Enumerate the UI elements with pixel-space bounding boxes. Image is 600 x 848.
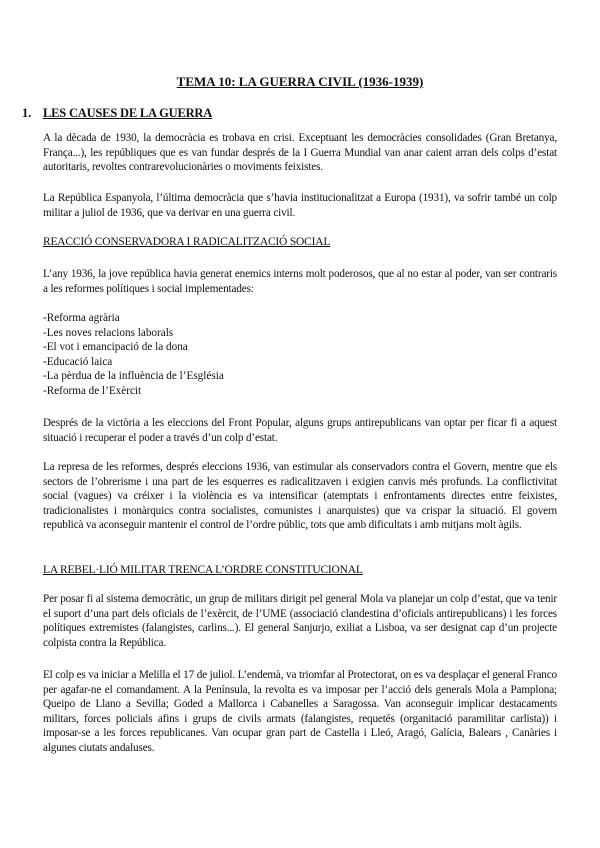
- paragraph-front-popular: Després de la victòria a les eleccions del Front Popular, alguns grups antirepublicans van optar per ficar fi a aquest situació i recuperar el poder a través d’un colp d’estat.: [43, 417, 557, 444]
- paragraph-coup-plan: Per posar fi al sistema democràtic, un grup de militars dirigit pel general Mola va planejar un colp d’estat, que va tenir el suport d’una part dels oficials de l’exèrcit, de l’UME (associació clandestina d’oficials antirepublicans) i les forces polítiques extremistes (falangistes, carlins...). El general Sanjurjo, exiliat a Lisboa, va ser designat cap d’un projecte colpista contra la República.: [43, 593, 557, 649]
- paragraph-intro: A la dècada de 1930, la democràcia es trobava en crisi. Exceptuant les democràcies consolidades (Gran Bretanya, França...), les repúbliques que es van fundar després de la I Guerra Mundial van anar caient arran dels colps d’estat autoritaris, revoltes contrarevolucionàries o moviments feixistes.: [43, 132, 557, 174]
- document-title: TEMA 10: LA GUERRA CIVIL (1936-1939): [176, 74, 424, 89]
- list-item: -Reforma de l’Exèrcit: [43, 384, 142, 397]
- list-item: -Educació laica: [43, 355, 113, 368]
- section-title: LES CAUSES DE LA GUERRA: [43, 106, 213, 120]
- subheading-reaction: REACCIÓ CONSERVADORA I RADICALITZACIÓ SOCIAL: [43, 236, 331, 248]
- reforms-list: [43, 311, 224, 399]
- list-item: -Les noves relacions laborals: [43, 326, 174, 339]
- paragraph-republic: La República Espanyola, l’última democràcia que s’havia institucionalitzat a Europa (1931), va sofrir també un colp militar a juliol de 1936, que va derivar en una guerra civil.: [43, 192, 557, 219]
- paragraph-social-conflict: La represa de les reformes, després eleccions 1936, van estimular als conservadors contra el Govern, mentre que els sectors de l’obrerisme i una part de les esquerres es radicalitzaven i exigien canvis més profunds. La conflictivitat social (vagues) va créixer i la violència es va intensificar (atemptats i enfrontaments directes entre feixistes, tradicionalistes i monàrquics contra socialistes, comunistes i anarquistes) que va crispar la situació. El govern republicà va aconseguir mantenir el control de l’ordre públic, tots que amb dificultats i amb mitjans molt àgils.: [43, 461, 557, 532]
- subheading-rebellion: LA REBEL·LIÓ MILITAR TRENCA L’ORDRE CONSTITUCIONAL: [43, 564, 363, 576]
- list-item: -El vot i emancipació de la dona: [43, 341, 188, 354]
- paragraph-enemies: L’any 1936, la jove república havia generat enemics interns molt poderosos, que al no estar al poder, van ser contraris a les reformes polítiques i social implementades:: [43, 268, 557, 295]
- list-item: -La pèrdua de la influència de l’Església: [43, 370, 224, 383]
- section-number: 1.: [22, 106, 32, 120]
- list-item: -Reforma agrària: [43, 312, 120, 324]
- paragraph-coup-start: El colp es va iniciar a Melilla el 17 de juliol. L’endemà, va triomfar al Protectorat, on es va desplaçar el general Franco per agafar-ne el comandament. A la Península, la revolta es va imposar per l’acció dels generals Mola a Pamplona; Queipo de Llano a Sevilla; Goded a Mallorca i Cabanelles a Saragossa. Van aconseguir implicar destacaments militars, forces policials afins i grups de civils armats (falangistes, requetés (organitació paramilitar carlista)) i imposar-se a les forces republicanes. Van ocupar gran part de Castella i Lleó, Aragó, Galícia, Balears , Canàries i algunes ciutats andaluses.: [43, 669, 557, 754]
